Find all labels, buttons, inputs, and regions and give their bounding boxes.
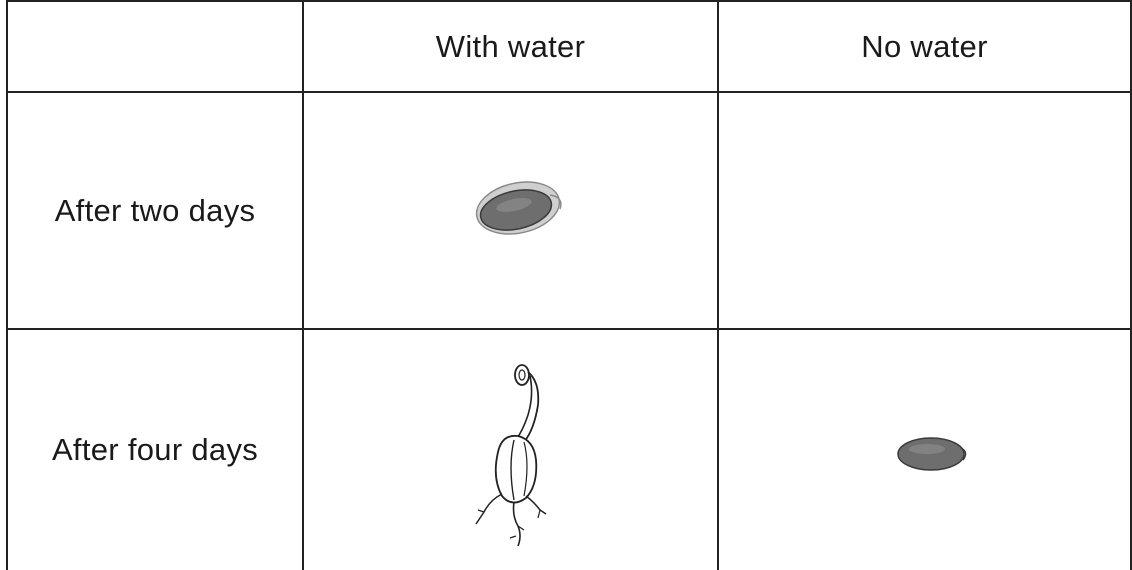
- row-label-four-days: After four days: [51, 432, 259, 467]
- header-with-water: With water: [435, 28, 586, 64]
- dry-seed-icon: [893, 430, 977, 476]
- header-no-water: No water: [861, 28, 988, 64]
- swollen-seed-icon: [470, 175, 570, 245]
- header-cell-empty: [8, 2, 302, 91]
- sprouted-seed-icon: [468, 360, 558, 550]
- row-label-two-days: After two days: [54, 192, 256, 228]
